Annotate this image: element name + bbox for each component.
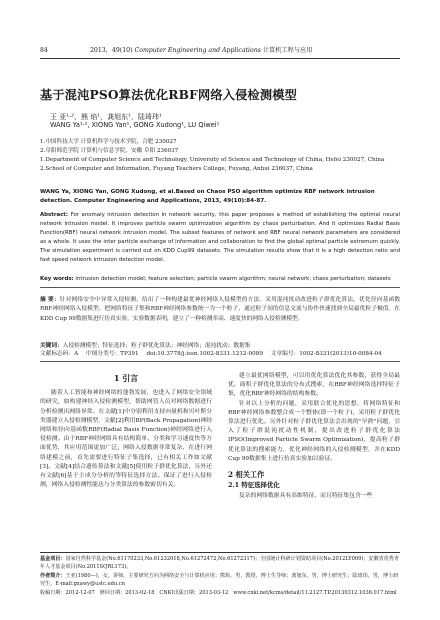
cnki-url[interactable]: www.cnki.net/kcms/detail/11.2127.TP.20130312.1036.017.html (233, 589, 397, 596)
clc-number: 中图分类号：TP391 (86, 351, 139, 357)
abstract-cn-label: 摘 要： (40, 297, 60, 303)
fund-label: 基金项目： (40, 556, 66, 562)
divider (40, 361, 400, 362)
body-paragraph: 建立最优网络模型，可以用优化算法优化其参数，获得全局最优。面积子群优化算法的分布式搜索，在RBF神经网络选择特征子集，优化RBF神经网络的结构参数。 (228, 373, 400, 398)
abstract-en-text: For anomaly intrusion detection in network security, this paper proposes a method of establishing the optimal neural network intrusion model. It improves particle swarm optimization algorithm by chaos perturbation. And it optimizes Radial Basis Function(RBF) neural network intrusion model. The subset features of network and RBF neural network parameters are considered as a whole. It uses the inter particle exchange of information and collaboration to find the global optimal particle extremum quickly. The simulation experiment is carried out on KDD Cup99 datasets. The simulation results show that it is a high detection ratio and fast speed network intrusion detection model. (40, 212, 400, 264)
abstract-cn (40, 296, 400, 324)
keywords-en (40, 275, 400, 284)
divider (40, 287, 400, 288)
keywords-en-text: intrusion detection model; feature selection; particle swarm algorithm; neural network; chaos perturbation; datasets (75, 276, 391, 282)
journal-info (90, 44, 312, 58)
journal-name-en: Computer Engineering and Applications (134, 47, 261, 54)
journal-name-cn: 计算机工程与应用 (262, 47, 313, 54)
left-column (40, 372, 212, 490)
right-column (228, 372, 400, 502)
footnote (40, 552, 400, 597)
affiliation-line: 1.中国科技大学 计算机科学与技术学院，合肥 230027 (40, 139, 177, 145)
citation (40, 188, 400, 206)
intro-paragraph: 随着人工智能和神经网络的蓬勃发展，也进入了网络安全领域的研究，如构建神经入侵检测模型，帮助网管人员对网络数据进行分析检测出网络异常。在文献[1]中分别利用支持向量机和贝叶斯分类器建立入侵检测模型，文献[2]利用BP(Back Propagation)神经网络和径向基函数RBF(Radial Basis Function)神经网络进行入侵检测。由于RBF神经网络具有结构简单、分类和学习速度快等方面优势，其应用范围更加广泛。网络入侵数据非常复杂，在进行网络建模之前，首先需要进行特征子集选择，已有相关工作如文献[3]。文献[4]结合遗传算法和文献[5]使用粒子群优化算法，另外还有文献[6]基于主成分分析的等特征选择方法。保证了进行入侵检测，网络入侵检测性能达与分类算法的参数密切有关。 (40, 390, 212, 489)
article-number: 文章编号：1002-8331(2013)10-0084-04 (270, 351, 382, 357)
abstract-en (40, 211, 400, 266)
doc-code: 文献标志码：A (40, 351, 79, 357)
cnki-date: CNKI出版日期：2013-03-12 (159, 589, 229, 596)
page-number: 84 (40, 47, 48, 54)
abstract-en-label: Abstract: (40, 212, 69, 218)
authors-en: WANG Ya¹·², XIONG Yan¹, GONG Xudong¹, LU Qiwei¹ (50, 121, 220, 129)
revised-date: 修回日期：2013-02-18 (99, 589, 155, 596)
abstract-cn-text: 针对网络安全中异常入侵检测，给出了一种构建最优神经网络入侵模型的方法。采用混沌扰动改进粒子群优化算法，优化径向基函数RBF神经网络入侵模型。把网络特征子集和RBF神经网络参数统一为一个粒子，通过粒子间的信息交流与协作快速找到全局最优粒子极值。在KDD Cup 99数据集进行仿真实验，实验数据表明，建立了一种检测率高、速度快的网络入侵检测模型。 (40, 297, 401, 322)
running-header (40, 44, 400, 59)
journal-issue: 2013，49(10) (90, 47, 133, 54)
doi: doi:10.3778/j.issn.1002-8331.1212-0089 (146, 351, 263, 357)
affiliation-line: 1.Department of Computer Science and Technology, University of Science and Technology of China, Hefei 230027, China (40, 157, 385, 163)
affiliation-line: 2.阜阳师范学院 计算机与信息学院，安徽 阜阳 236037 (40, 148, 179, 154)
authors-cn: 王 亚¹·²，熊 焰¹，龚旭东¹，陆琦玮¹ (50, 113, 162, 121)
fund-note (40, 555, 400, 572)
body-paragraph: 复杂的网络数据具有高维特征，而且特征集包含一些 (239, 493, 373, 500)
received-date: 收稿日期：2012-12-07 (40, 589, 95, 596)
citation-text: WANG Ya, XIONG Yan, GONG Xudong, et al.Based on Chaos PSO algorithm optimize RBF network intrusion detection. Computer Engineering and Applications, 2013, 49(10):84-87. (40, 189, 375, 204)
section-heading-related-work: 2 相关工作 (228, 470, 265, 480)
keywords-cn-label: 关键词： (40, 343, 63, 349)
classification-line (40, 350, 400, 359)
body-paragraph: 针对以上分析的问题，采用联合优化的思想，将网络特征和RBF神经网络参数整合成一个整体(即一个粒子)，采用粒子群优化算法进行优化。另外针对粒子群优化算法会出现的"早熟"问题，引入了粒子群混沌扰动性机制，提出改进粒子群优化算法IPSO(Improved Particle Swarm Optimization)，提高粒子群优化算法的搜索能力，优化神经网络的入侵检测模型，并在KDD Cup 99数据集上进行仿真实验加以验证。 (228, 400, 400, 462)
author-note (40, 572, 400, 589)
subsection-heading-feature-selection: 2.1 特征选择优化 (228, 481, 280, 490)
section-heading-intro: 1 引言 (113, 373, 139, 383)
keywords-en-label: Key words: (40, 276, 74, 282)
affiliation-line: 2.School of Computer and Information, Fuyang Teachers College, Fuyang, Anhui 236037, China (40, 166, 313, 172)
affiliations (40, 138, 400, 174)
fund-text: 国家自然科学基金(No.61170233,No.61232018,No.61272472,No.61272317)；全国统计科研计划资助项目(No.2012LY009)；安徽省优秀青年人才基金项目(No.2011SQRL173)。 (40, 556, 399, 571)
author-text: 王亚(1980—)，女，讲师，主要研究方向为网络安全与计算机应用；熊焰，男，教授，博士生导师；龚旭东，男，博士研究生；陆琦玮，男，博士研究生。E-mail:gxawy@ustc.edu.cn (40, 572, 399, 588)
dates-note (40, 589, 400, 597)
keywords-cn-text: 入侵检测模型；特征选择；粒子群优化算法；神经网络；混沌扰动；数据集 (62, 343, 251, 349)
author-label: 作者简介： (40, 572, 66, 579)
paper-title: 基于混沌PSO算法优化RBF网络入侵检测模型 (40, 88, 298, 102)
